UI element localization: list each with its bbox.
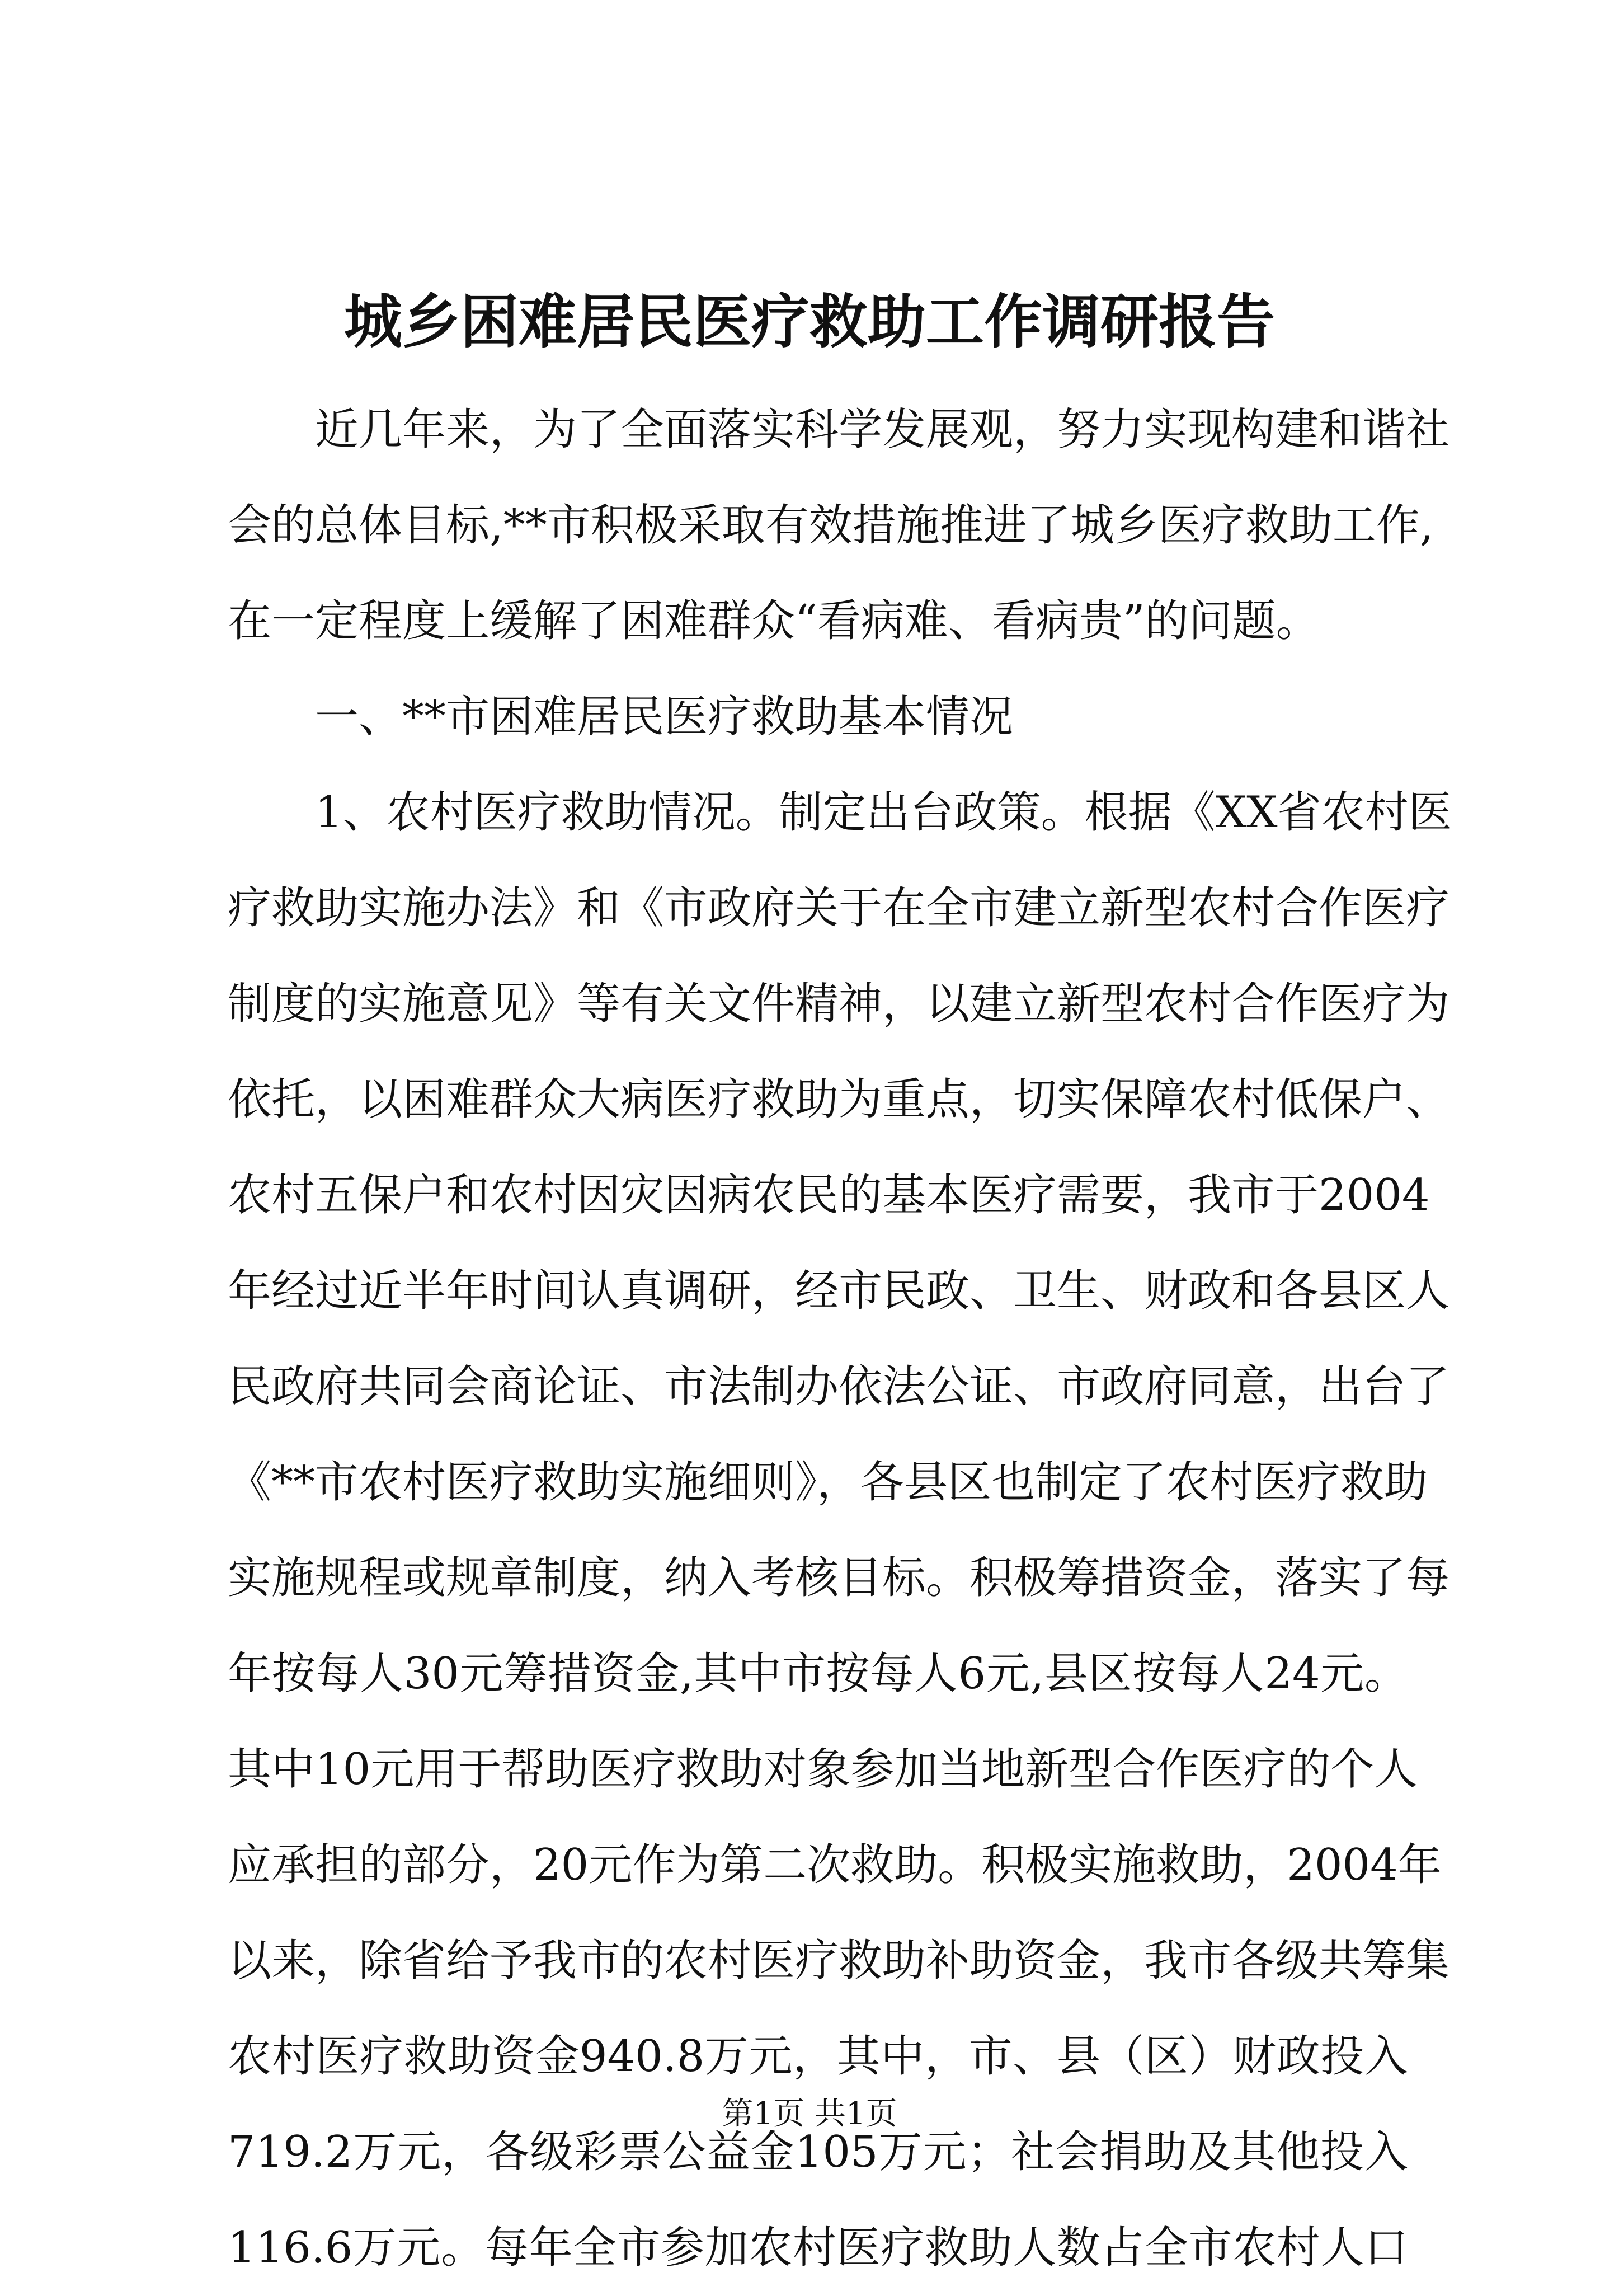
paragraph-rural-line: 以来，除省给予我市的农村医疗救助补助资金，我市各级共筹集 xyxy=(228,1936,1450,1986)
paragraph-rural-line: 其中10元用于帮助医疗救助对象参加当地新型合作医疗的个人 xyxy=(228,1744,1418,1795)
paragraph-rural-line: 农村五保户和农村因灾因病农民的基本医疗需要，我市于2004 xyxy=(228,1170,1430,1220)
document-title: 城乡困难居民医疗救助工作调研报告 xyxy=(343,287,1275,356)
paragraph-rural-line: 依托，以困难群众大病医疗救助为重点，切实保障农村低保户、 xyxy=(228,1074,1450,1125)
document-body xyxy=(228,382,1452,2296)
paragraph-rural-line: 疗救助实施办法》和《市政府关于在全市建立新型农村合作医疗 xyxy=(228,883,1450,933)
paragraph-rural-line: 民政府共同会商论证、市法制办依法公证、市政府同意，出台了 xyxy=(228,1361,1450,1412)
paragraph-rural-line: 年经过近半年时间认真调研，经市民政、卫生、财政和各县区人 xyxy=(228,1266,1450,1316)
paragraph-intro-line: 会的总体目标,**市积极采取有效措施推进了城乡医疗救助工作, xyxy=(228,500,1434,551)
paragraph-rural-line: 年按每人30元筹措资金,其中市按每人6元,县区按每人24元。 xyxy=(228,1649,1408,1699)
paragraph-rural-line: 116.6万元。每年全市参加农村医疗救助人数占全市农村人口 xyxy=(228,2223,1408,2273)
paragraph-intro-line: 在一定程度上缓解了困难群众“看病难、看病贵”的问题。 xyxy=(228,596,1320,646)
section-heading: 一、**市困难居民医疗救助基本情况 xyxy=(315,692,1014,742)
paragraph-rural-line: 1、农村医疗救助情况。制定出台政策。根据《XX省农村医 xyxy=(315,787,1452,838)
paragraph-intro-line: 近几年来，为了全面落实科学发展观，努力实现构建和谐社 xyxy=(315,405,1450,455)
paragraph-rural-line: 制度的实施意见》等有关文件精神，以建立新型农村合作医疗为 xyxy=(228,979,1450,1029)
paragraph-rural-line: 实施规程或规章制度，纳入考核目标。积极筹措资金，落实了每 xyxy=(228,1553,1450,1603)
paragraph-rural-line: 应承担的部分，20元作为第二次救助。积极实施救助，2004年 xyxy=(228,1840,1442,1890)
paragraph-rural-line: 《**市农村医疗救助实施细则》，各县区也制定了农村医疗救助 xyxy=(228,1457,1428,1508)
paragraph-rural-line: 719.2万元，各级彩票公益金105万元；社会捐助及其他投入 xyxy=(228,2127,1408,2177)
page-footer: 第1页 共1页 xyxy=(722,2096,897,2132)
paragraph-rural-line: 农村医疗救助资金940.8万元，其中，市、县（区）财政投入 xyxy=(228,2031,1408,2082)
